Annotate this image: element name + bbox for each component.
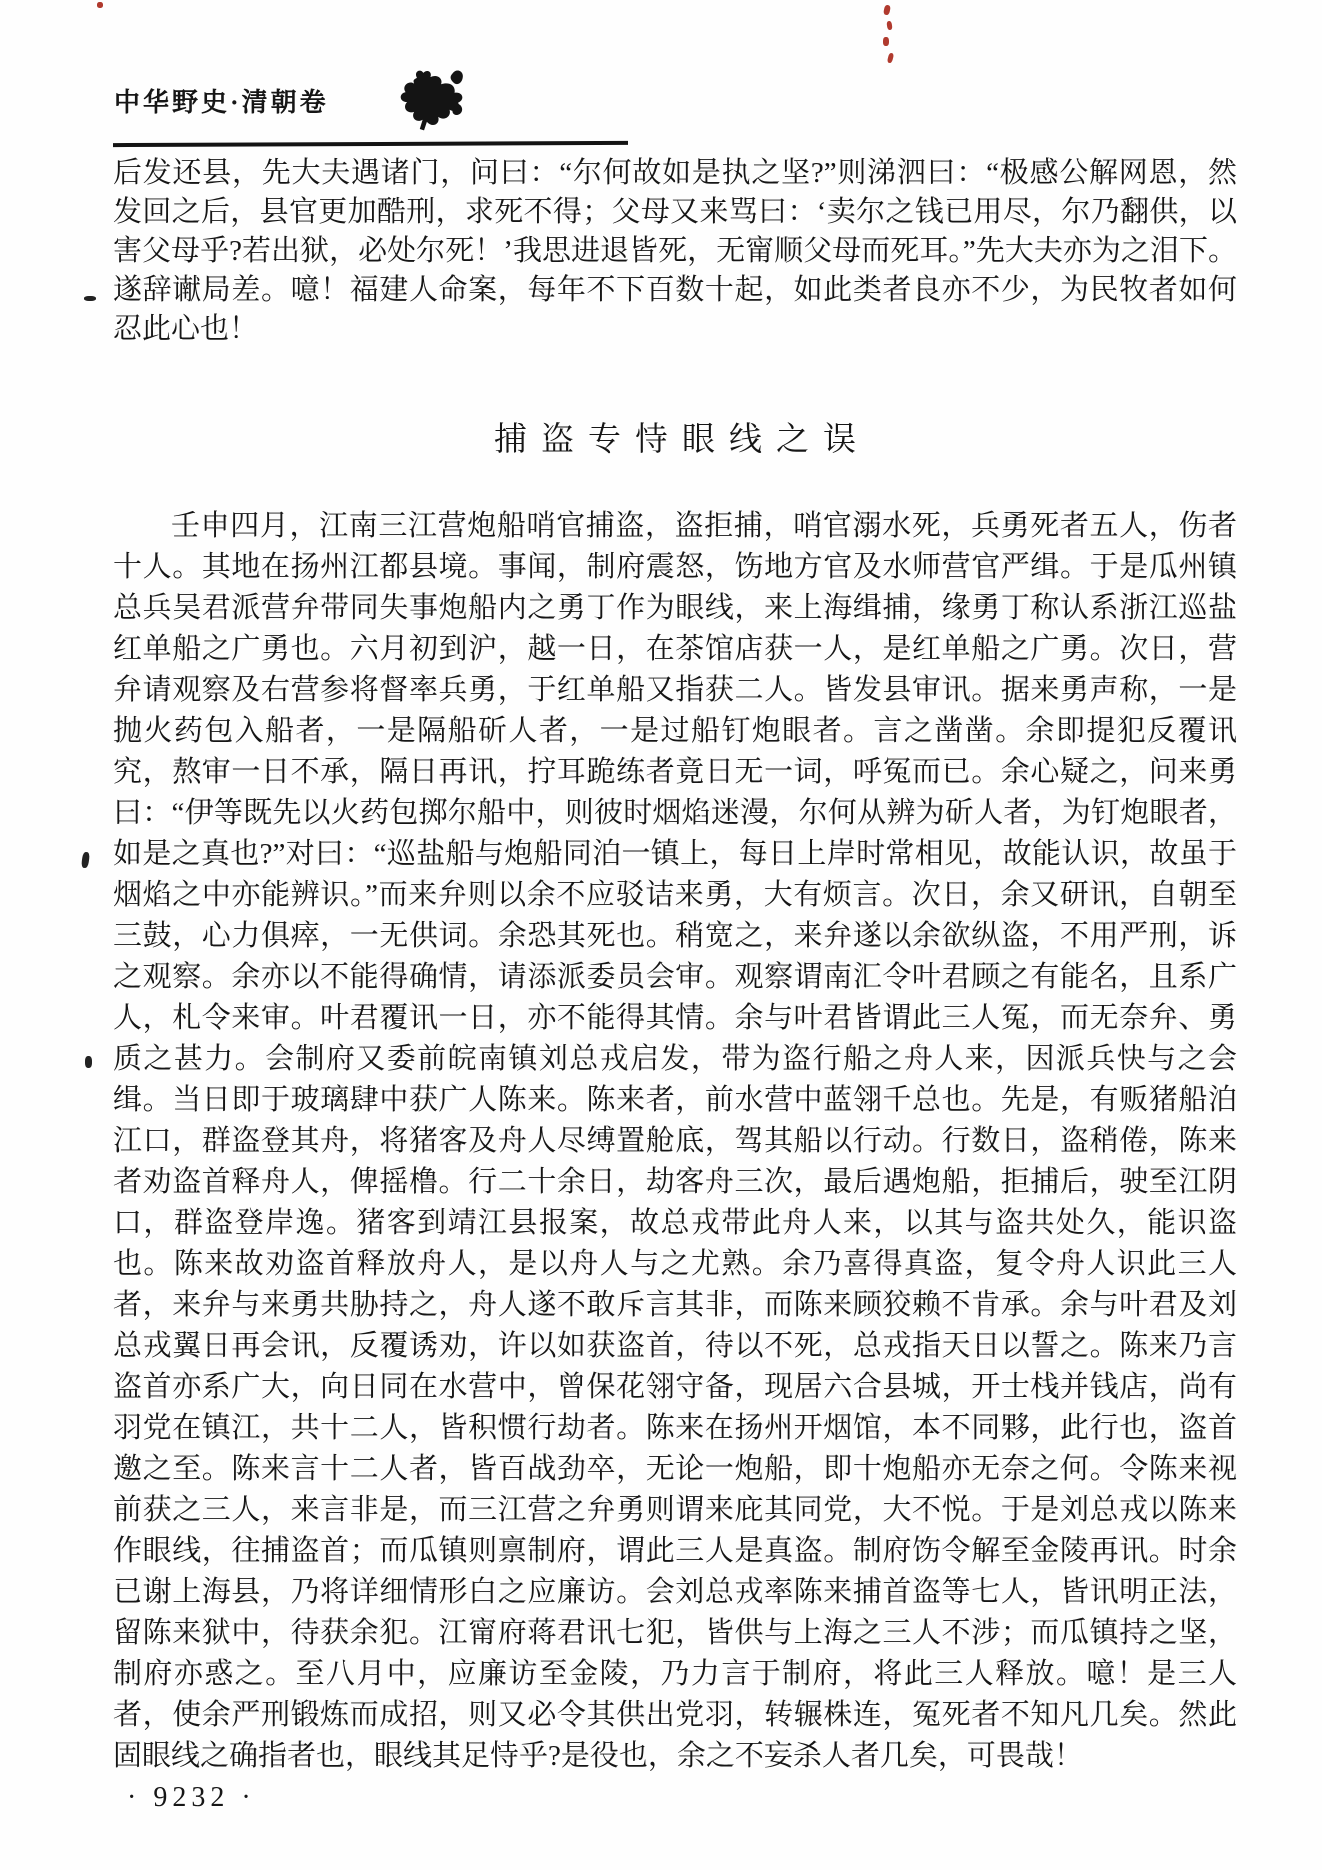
scan-artifact [85,1056,92,1068]
scan-artifact [887,53,894,64]
header-rule [113,141,628,147]
book-title: 中华野史·清朝卷 [114,88,329,117]
page-number: · 9232 · [127,1782,256,1813]
page-content [113,154,1237,1777]
intro-paragraph: 后发还县，先大夫遇诸门，问曰：“尔何故如是执之坚?”则涕泗曰：“极感公解网恩，然发回之后，县官更加酷刑，求死不得；父母又来骂曰：‘卖尔之钱已用尽，尔乃翻供，以害父母乎?若出狱，必处尔死！’我思进退皆死，无甯顺父母而死耳。”先大夫亦为之泪下。遂辞谳局差。噫！福建人命案，每年不下百数十起，如此类者良亦不少，为民牧者如何忍此心也！ [113,157,1237,345]
scan-artifact [886,21,892,31]
beast-ornament-icon [390,66,468,138]
scan-artifact [84,296,96,301]
scan-artifact [883,4,891,15]
scan-artifact [883,37,889,46]
section-body: 壬申四月，江南三江营炮船哨官捕盗，盗拒捕，哨官溺水死，兵勇死者五人，伤者十人。其地在扬州江都县境。事闻，制府震怒，饬地方官及水师营官严缉。于是瓜州镇总兵吴君派营弁带同失事炮船内之勇丁作为眼线，来上海缉捕，缘勇丁称认系浙江巡盐红单船之广勇也。六月初到沪，越一日，在茶馆店获一人，是红单船之广勇。次日，营弁请观察及右营参将督率兵勇，于红单船又指获二人。皆发县审讯。据来勇声称，一是抛火药包入船者，一是隔船斫人者，一是过船钉炮眼者。言之凿凿。余即提犯反覆讯究，熬审一日不承，隔日再讯，拧耳跪练者竟日无一词，呼冤而已。余心疑之，问来勇曰：“伊等既先以火药包掷尔船中，则彼时烟焰迷漫，尔何从辨为斫人者，为钉炮眼者，如是之真也?”对曰：“巡盐船与炮船同泊一镇上，每日上岸时常相见，故能认识，故虽于烟焰之中亦能辨识。”而来弁则以余不应驳诘来勇，大有烦言。次日，余又研讯，自朝至三鼓，心力俱瘁，一无供词。余恐其死也。稍宽之，来弁遂以余欲纵盗，不用严刑，诉之观察。余亦以不能得确情，请添派委员会审。观察谓南汇令叶君顾之有能名，且系广人，札令来审。叶君覆讯一日，亦不能得其情。余与叶君皆谓此三人冤，而无奈弁、勇质之甚力。会制府又委前皖南镇刘总戎启发，带为盗行船之舟人来，因派兵快与之会缉。当日即于玻璃肆中获广人陈来。陈来者，前水营中蓝翎千总也。先是，有贩猪船泊江口，群盗登其舟，将猪客及舟人尽缚置舱底，驾其船以行动。行数日，盗稍倦，陈来者劝盗首释舟人，俾摇橹。行二十余日，劫客舟三次，最后遇炮船，拒捕后，驶至江阴口，群盗登岸逸。猪客到靖江县报案，故总戎带此舟人来，以其与盗共处久，能识盗也。陈来故劝盗首释放舟人，是以舟人与之尤熟。余乃喜得真盗，复令舟人识此三人者，来弁与来勇共胁持之，舟人遂不敢斥言其非，而陈来顾狡赖不肯承。余与叶君及刘总戎翼日再会讯，反覆诱劝，许以如获盗首，待以不死，总戎指天日以誓之。陈来乃言盗首亦系广大，向日同在水营中，曾保花翎守备，现居六合县城，开士栈并钱店，尚有羽党在镇江，共十二人，皆积惯行劫者。陈来在扬州开烟馆，本不同夥，此行也，盗首邀之至。陈来言十二人者，皆百战劲卒，无论一炮船，即十炮船亦无奈之何。令陈来视前获之三人，来言非是，而三江营之弁勇则谓来庇其同党，大不悦。于是刘总戎以陈来作眼线，往捕盗首；而瓜镇则禀制府，谓此三人是真盗。制府饬令解至金陵再讯。时余已谢上海县，乃将详细情形白之应廉访。会刘总戎率陈来捕首盗等七人，皆讯明正法，留陈来狱中，待获余犯。江甯府蒋君讯七犯，皆供与上海之三人不涉；而瓜镇持之坚，制府亦惑之。至八月中，应廉访至金陵，乃力言于制府，将此三人释放。噫！是三人者，使余严刑锻炼而成招，则又必令其供出党羽，转辗株连，冤死者不知凡几矣。然此固眼线之确指者也，眼线其足恃乎?是役也，余之不妄杀人者几矣，可畏哉！ [113,510,1237,1772]
scan-artifact [81,852,90,869]
scan-artifact [97,2,103,8]
section-title: 捕盗专恃眼线之误 [494,422,870,458]
